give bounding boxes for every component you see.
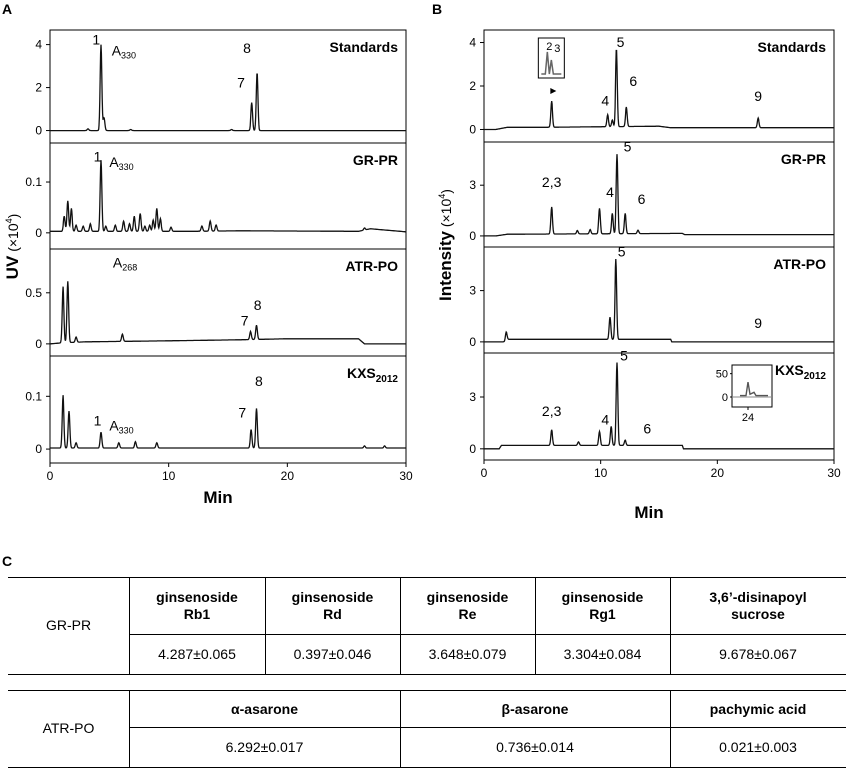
peak-label: 9 xyxy=(754,315,763,332)
peak-label: 7 xyxy=(240,312,249,329)
x-tick-label: 10 xyxy=(161,469,176,483)
peak-label: 6 xyxy=(643,420,652,437)
header-pachymic-acid: pachymic acid xyxy=(709,700,807,717)
peak-label: 6 xyxy=(637,190,646,207)
y-tick-label: 2 xyxy=(35,80,42,95)
peak-label: 5 xyxy=(620,347,628,364)
y-tick-label: 3 xyxy=(469,390,476,404)
y-tick-label: 4 xyxy=(35,37,42,52)
y-axis-label-main: UV xyxy=(3,255,22,280)
y-tick-label: 0 xyxy=(35,442,42,457)
y-tick-label: 0 xyxy=(469,122,476,137)
x-axis-label: Min xyxy=(203,488,233,507)
peak-label: 1 xyxy=(93,148,102,165)
subpanel-name-main: KXS xyxy=(346,365,376,381)
wavelength-letter: A xyxy=(112,254,123,271)
inset-y-tick-label: 0 xyxy=(721,392,728,404)
y-tick-label: 0 xyxy=(35,336,42,351)
y-tick-label: 0.1 xyxy=(25,175,42,190)
subpanel-name: ATR-PO xyxy=(345,258,398,274)
inset-y-tick-label: 50 xyxy=(715,368,728,381)
peak-label: 5 xyxy=(617,243,626,260)
y-axis-label-unit: (×10 xyxy=(438,198,454,232)
peak-label: 4 xyxy=(601,92,610,109)
header-line: ginsenoside xyxy=(561,589,644,605)
wavelength-value: 330 xyxy=(121,50,137,61)
subpanel-name: GR-PR xyxy=(352,152,398,168)
y-tick-label: 0.1 xyxy=(25,389,42,404)
y-tick-label: 0 xyxy=(469,228,476,243)
header-line: Re xyxy=(458,606,477,622)
wavelength-letter: A xyxy=(111,42,122,59)
y-axis-label-unit: (×10 xyxy=(5,223,21,256)
table1-bottom-rule xyxy=(8,674,846,675)
x-tick-label: 10 xyxy=(593,466,608,480)
header-ginsenoside-re xyxy=(400,578,535,634)
y-axis-label-main: Intensity xyxy=(436,231,455,301)
header-alpha-asarone: α-asarone xyxy=(231,700,298,717)
row-label-gr-pr: GR-PR xyxy=(45,617,92,633)
value-beta-asarone: 0.736±0.014 xyxy=(496,739,574,755)
peak-label: 2,3 xyxy=(541,403,562,419)
value-re: 3.648±0.079 xyxy=(428,646,507,662)
y-tick-label: 3 xyxy=(469,283,476,298)
subpanel-name-sub: 2012 xyxy=(375,374,398,385)
peak-label: 5 xyxy=(623,138,632,155)
peak-label: 8 xyxy=(253,297,262,314)
y-tick-label: 0 xyxy=(469,441,476,456)
table2-bottom-rule xyxy=(8,767,846,768)
header-line: 3,6’-disinapoyl xyxy=(709,589,807,605)
peak-label: 7 xyxy=(238,404,247,421)
header-line: Rg1 xyxy=(589,606,616,622)
header-line: sucrose xyxy=(731,606,785,622)
x-axis-label: Min xyxy=(634,503,664,522)
peak-label: 6 xyxy=(629,73,638,89)
value-disinapoyl-sucrose: 9.678±0.067 xyxy=(719,646,797,662)
header-beta-asarone: β-asarone xyxy=(501,700,569,717)
y-tick-label: 4 xyxy=(469,35,476,50)
header-line: ginsenoside xyxy=(291,589,374,605)
header-ginsenoside-rd xyxy=(265,578,400,634)
x-tick-label: 20 xyxy=(280,469,295,483)
inset-peak-label: 2 xyxy=(546,41,553,53)
peak-label: 4 xyxy=(601,411,610,428)
wavelength-letter: A xyxy=(109,417,119,434)
peak-label: 5 xyxy=(616,33,625,50)
wavelength-value: 330 xyxy=(118,161,134,172)
header-line: ginsenoside xyxy=(156,589,238,605)
wavelength-value: 330 xyxy=(118,425,134,436)
inset-x-tick-label: 24 xyxy=(741,412,755,424)
x-tick-label: 30 xyxy=(399,469,413,483)
subpanel-name-sub: 2012 xyxy=(803,371,826,382)
subpanel-name-main: KXS xyxy=(774,362,804,378)
y-axis-label-close: ) xyxy=(5,213,21,219)
subpanel-name: Standards xyxy=(757,39,826,55)
subpanel-name: ATR-PO xyxy=(773,256,826,272)
x-tick-label: 30 xyxy=(827,466,841,480)
row-label-atr-po: ATR-PO xyxy=(42,720,95,736)
header-line: Rd xyxy=(323,606,342,622)
y-tick-label: 0 xyxy=(469,334,476,349)
peak-label: 7 xyxy=(237,74,245,91)
header-disinapoyl-sucrose xyxy=(670,578,846,634)
y-tick-label: 0 xyxy=(35,123,42,138)
peak-label: 1 xyxy=(92,31,101,48)
header-line: Rb1 xyxy=(183,606,211,622)
peak-label: 8 xyxy=(254,372,263,389)
y-axis-label-exponent: 4 xyxy=(437,193,447,199)
inset-peak-label: 3 xyxy=(554,43,561,55)
x-tick-label: 0 xyxy=(46,469,54,483)
peak-label: 4 xyxy=(606,184,614,201)
y-tick-label: 3 xyxy=(469,178,476,193)
peak-label: 8 xyxy=(243,40,251,57)
y-tick-label: 0 xyxy=(35,225,42,240)
header-line: ginsenoside xyxy=(426,589,509,605)
wavelength-value: 268 xyxy=(122,262,138,273)
value-alpha-asarone: 6.292±0.017 xyxy=(225,739,304,755)
value-pachymic-acid: 0.021±0.003 xyxy=(719,739,797,755)
y-tick-label: 0.5 xyxy=(25,285,42,300)
x-tick-label: 20 xyxy=(710,466,725,480)
panel-label-b: B xyxy=(432,1,443,17)
peak-label: 9 xyxy=(754,88,763,105)
value-rd: 0.397±0.046 xyxy=(293,646,372,662)
peak-label: 1 xyxy=(93,412,102,429)
y-axis-label-exponent: 4 xyxy=(4,218,14,224)
y-tick-label: 2 xyxy=(469,79,476,93)
panel-label-a: A xyxy=(2,1,13,17)
peak-label: 2,3 xyxy=(541,173,562,190)
y-axis-label-close: ) xyxy=(438,189,454,194)
x-tick-label: 0 xyxy=(480,466,488,480)
value-rg1: 3.304±0.084 xyxy=(563,646,642,662)
header-ginsenoside-rb1 xyxy=(129,578,265,634)
wavelength-letter: A xyxy=(109,153,119,170)
subpanel-name: GR-PR xyxy=(780,151,826,167)
subpanel-name: Standards xyxy=(329,39,398,55)
header-ginsenoside-rg1 xyxy=(535,578,670,634)
value-rb1: 4.287±0.065 xyxy=(158,646,236,662)
panel-label-c: C xyxy=(2,553,13,569)
